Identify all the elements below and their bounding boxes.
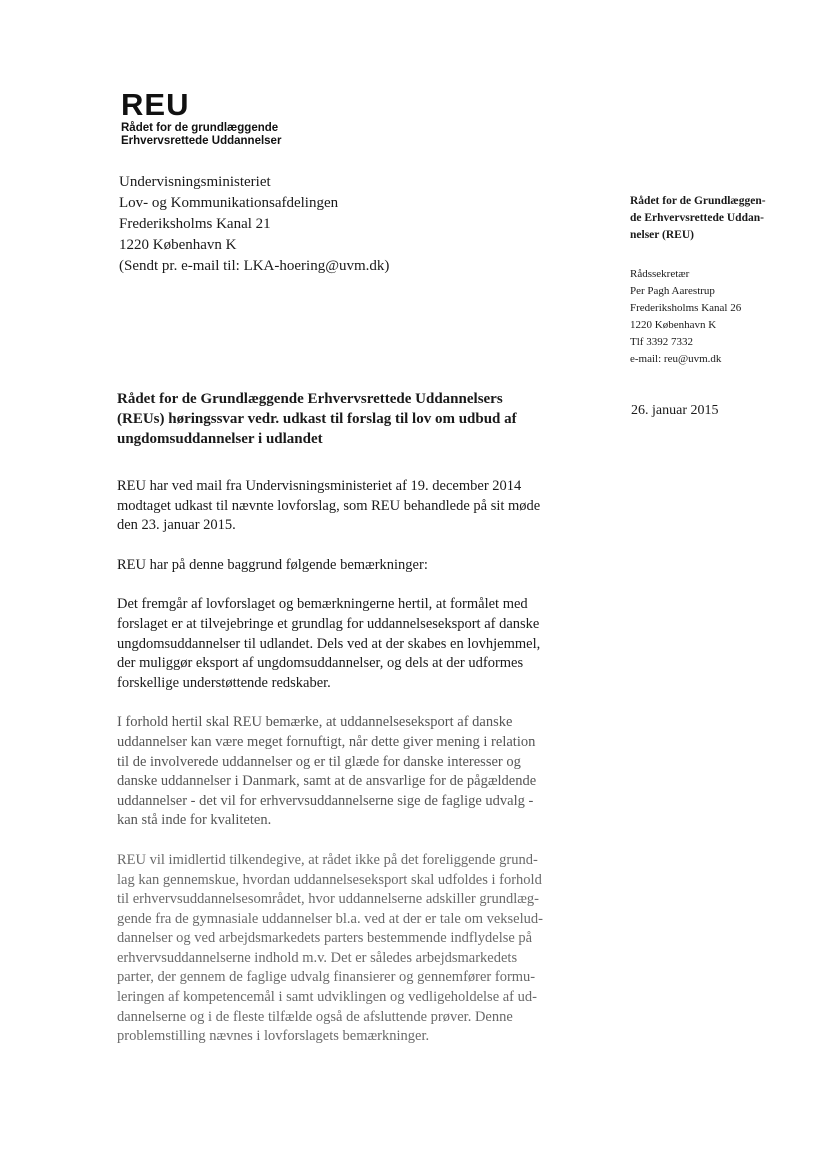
- paragraph-remark: [117, 713, 587, 831]
- logo-subtitle-line-1: Rådet for de grundlæggende: [121, 122, 279, 134]
- paragraph-line: gende fra de gymnasiale uddannelser bl.a. ved at der er tale om vekselud-: [117, 910, 543, 927]
- recipient-line: 1220 København K: [119, 237, 237, 253]
- paragraph-line: lag kan gennemskue, hvordan uddannelseseksport skal udfoldes i forhold: [117, 871, 542, 888]
- paragraph-line: Det fremgår af lovforslaget og bemærkningerne hertil, at formålet med: [117, 596, 528, 613]
- title-line: ungdomsuddannelser i udlandet: [117, 431, 323, 447]
- recipient-email-line: (Sendt pr. e-mail til: LKA-hoering@uvm.dk): [119, 258, 390, 274]
- sender-org-line: nelser (REU): [630, 229, 694, 241]
- paragraph-line: ungdomsuddannelser til udlandet. Dels ved at der skabes en lovhjemmel,: [117, 635, 541, 652]
- paragraph-concern: [117, 851, 587, 1047]
- paragraph-line: modtaget udkast til nævnte lovforslag, som REU behandlede på sit møde: [117, 497, 541, 514]
- paragraph-line: forslaget er at tilvejebringe et grundlag for uddannelseseksport af danske: [117, 615, 540, 632]
- paragraph-line: dannelserne og i de fleste tilfælde også de afsluttende prøver. Denne: [117, 1008, 513, 1025]
- sender-contact-line: Rådssekretær: [630, 268, 690, 280]
- title-line: (REUs) høringssvar vedr. udkast til forslag til lov om udbud af: [117, 411, 517, 427]
- sender-contact-line: 1220 København K: [630, 319, 717, 331]
- recipient-line: Lov- og Kommunikationsafdelingen: [119, 195, 339, 211]
- paragraph-line: kan stå inde for kvaliteten.: [117, 812, 272, 829]
- sender-contact-line: Tlf 3392 7332: [630, 336, 693, 348]
- paragraph-line: den 23. januar 2015.: [117, 517, 236, 534]
- sender-block: [630, 193, 800, 368]
- paragraph-line: uddannelser - det vil for erhvervsuddannelserne sige de faglige udvalg -: [117, 792, 534, 809]
- paragraph-purpose: [117, 595, 587, 693]
- logo-subtitle-line-2: Erhvervsrettede Uddannelser: [121, 135, 282, 147]
- recipient-line: Frederiksholms Kanal 21: [119, 216, 271, 232]
- letter-date: 26. januar 2015: [631, 403, 719, 418]
- paragraph-line: der muliggør eksport af ungdomsuddannelser, og dels at der udformes: [117, 655, 524, 672]
- paragraph-line: REU vil imidlertid tilkendegive, at rådet ikke på det foreliggende grund-: [117, 851, 538, 868]
- paragraph-line: erhvervsuddannelserne indhold m.v. Det er således arbejdsmarkedets: [117, 949, 518, 966]
- sender-org-line: Rådet for de Grundlæggen-: [630, 195, 766, 207]
- paragraph-line: I forhold hertil skal REU bemærke, at uddannelseseksport af danske: [117, 714, 513, 731]
- paragraph-line: til erhvervsuddannelsesområdet, hvor uddannelserne adskiller grundlæg-: [117, 891, 539, 908]
- title-line: Rådet for de Grundlæggende Erhvervsrettede Uddannelsers: [117, 391, 503, 407]
- sender-org-line: de Erhvervsrettede Uddan-: [630, 212, 764, 224]
- reu-logo: [121, 88, 281, 148]
- paragraph-line: problemstilling nævnes i lovforslagets bemærkninger.: [117, 1028, 430, 1045]
- paragraph-line: danske uddannelser i Danmark, samt at de ansvarlige for de pågældende: [117, 773, 537, 790]
- sender-contact: [630, 266, 800, 368]
- paragraph-line: leringen af kompetencemål i samt udviklingen og vedligeholdelse af ud-: [117, 989, 537, 1006]
- sender-contact-line: Per Pagh Aarestrup: [630, 285, 715, 297]
- sender-organization: [630, 193, 800, 244]
- paragraph-intro: [117, 477, 587, 536]
- logo-mark: REU: [121, 87, 190, 122]
- paragraph-line: REU har på denne baggrund følgende bemærkninger:: [117, 556, 428, 573]
- sender-contact-line: Frederiksholms Kanal 26: [630, 302, 742, 314]
- paragraph-line: forskellige understøttende redskaber.: [117, 674, 331, 691]
- paragraph-line: til de involverede uddannelser og er til glæde for danske interesser og: [117, 753, 521, 770]
- letter-title: [117, 389, 577, 449]
- recipient-address: [119, 172, 389, 277]
- letter-body: [117, 477, 587, 1067]
- paragraph-line: REU har ved mail fra Undervisningsministeriet af 19. december 2014: [117, 478, 522, 494]
- paragraph-line: dannelser og ved arbejdsmarkedets parters bestemmende indflydelse på: [117, 930, 533, 947]
- paragraph-line: uddannelser kan være meget fornuftigt, når dette giver mening i relation: [117, 733, 536, 750]
- sender-contact-line: e-mail: reu@uvm.dk: [630, 353, 722, 365]
- paragraph-line: parter, der gennem de faglige udvalg finansierer og gennemfører formu-: [117, 969, 536, 986]
- recipient-line: Undervisningsministeriet: [119, 174, 271, 190]
- paragraph-lead-in: [117, 556, 587, 576]
